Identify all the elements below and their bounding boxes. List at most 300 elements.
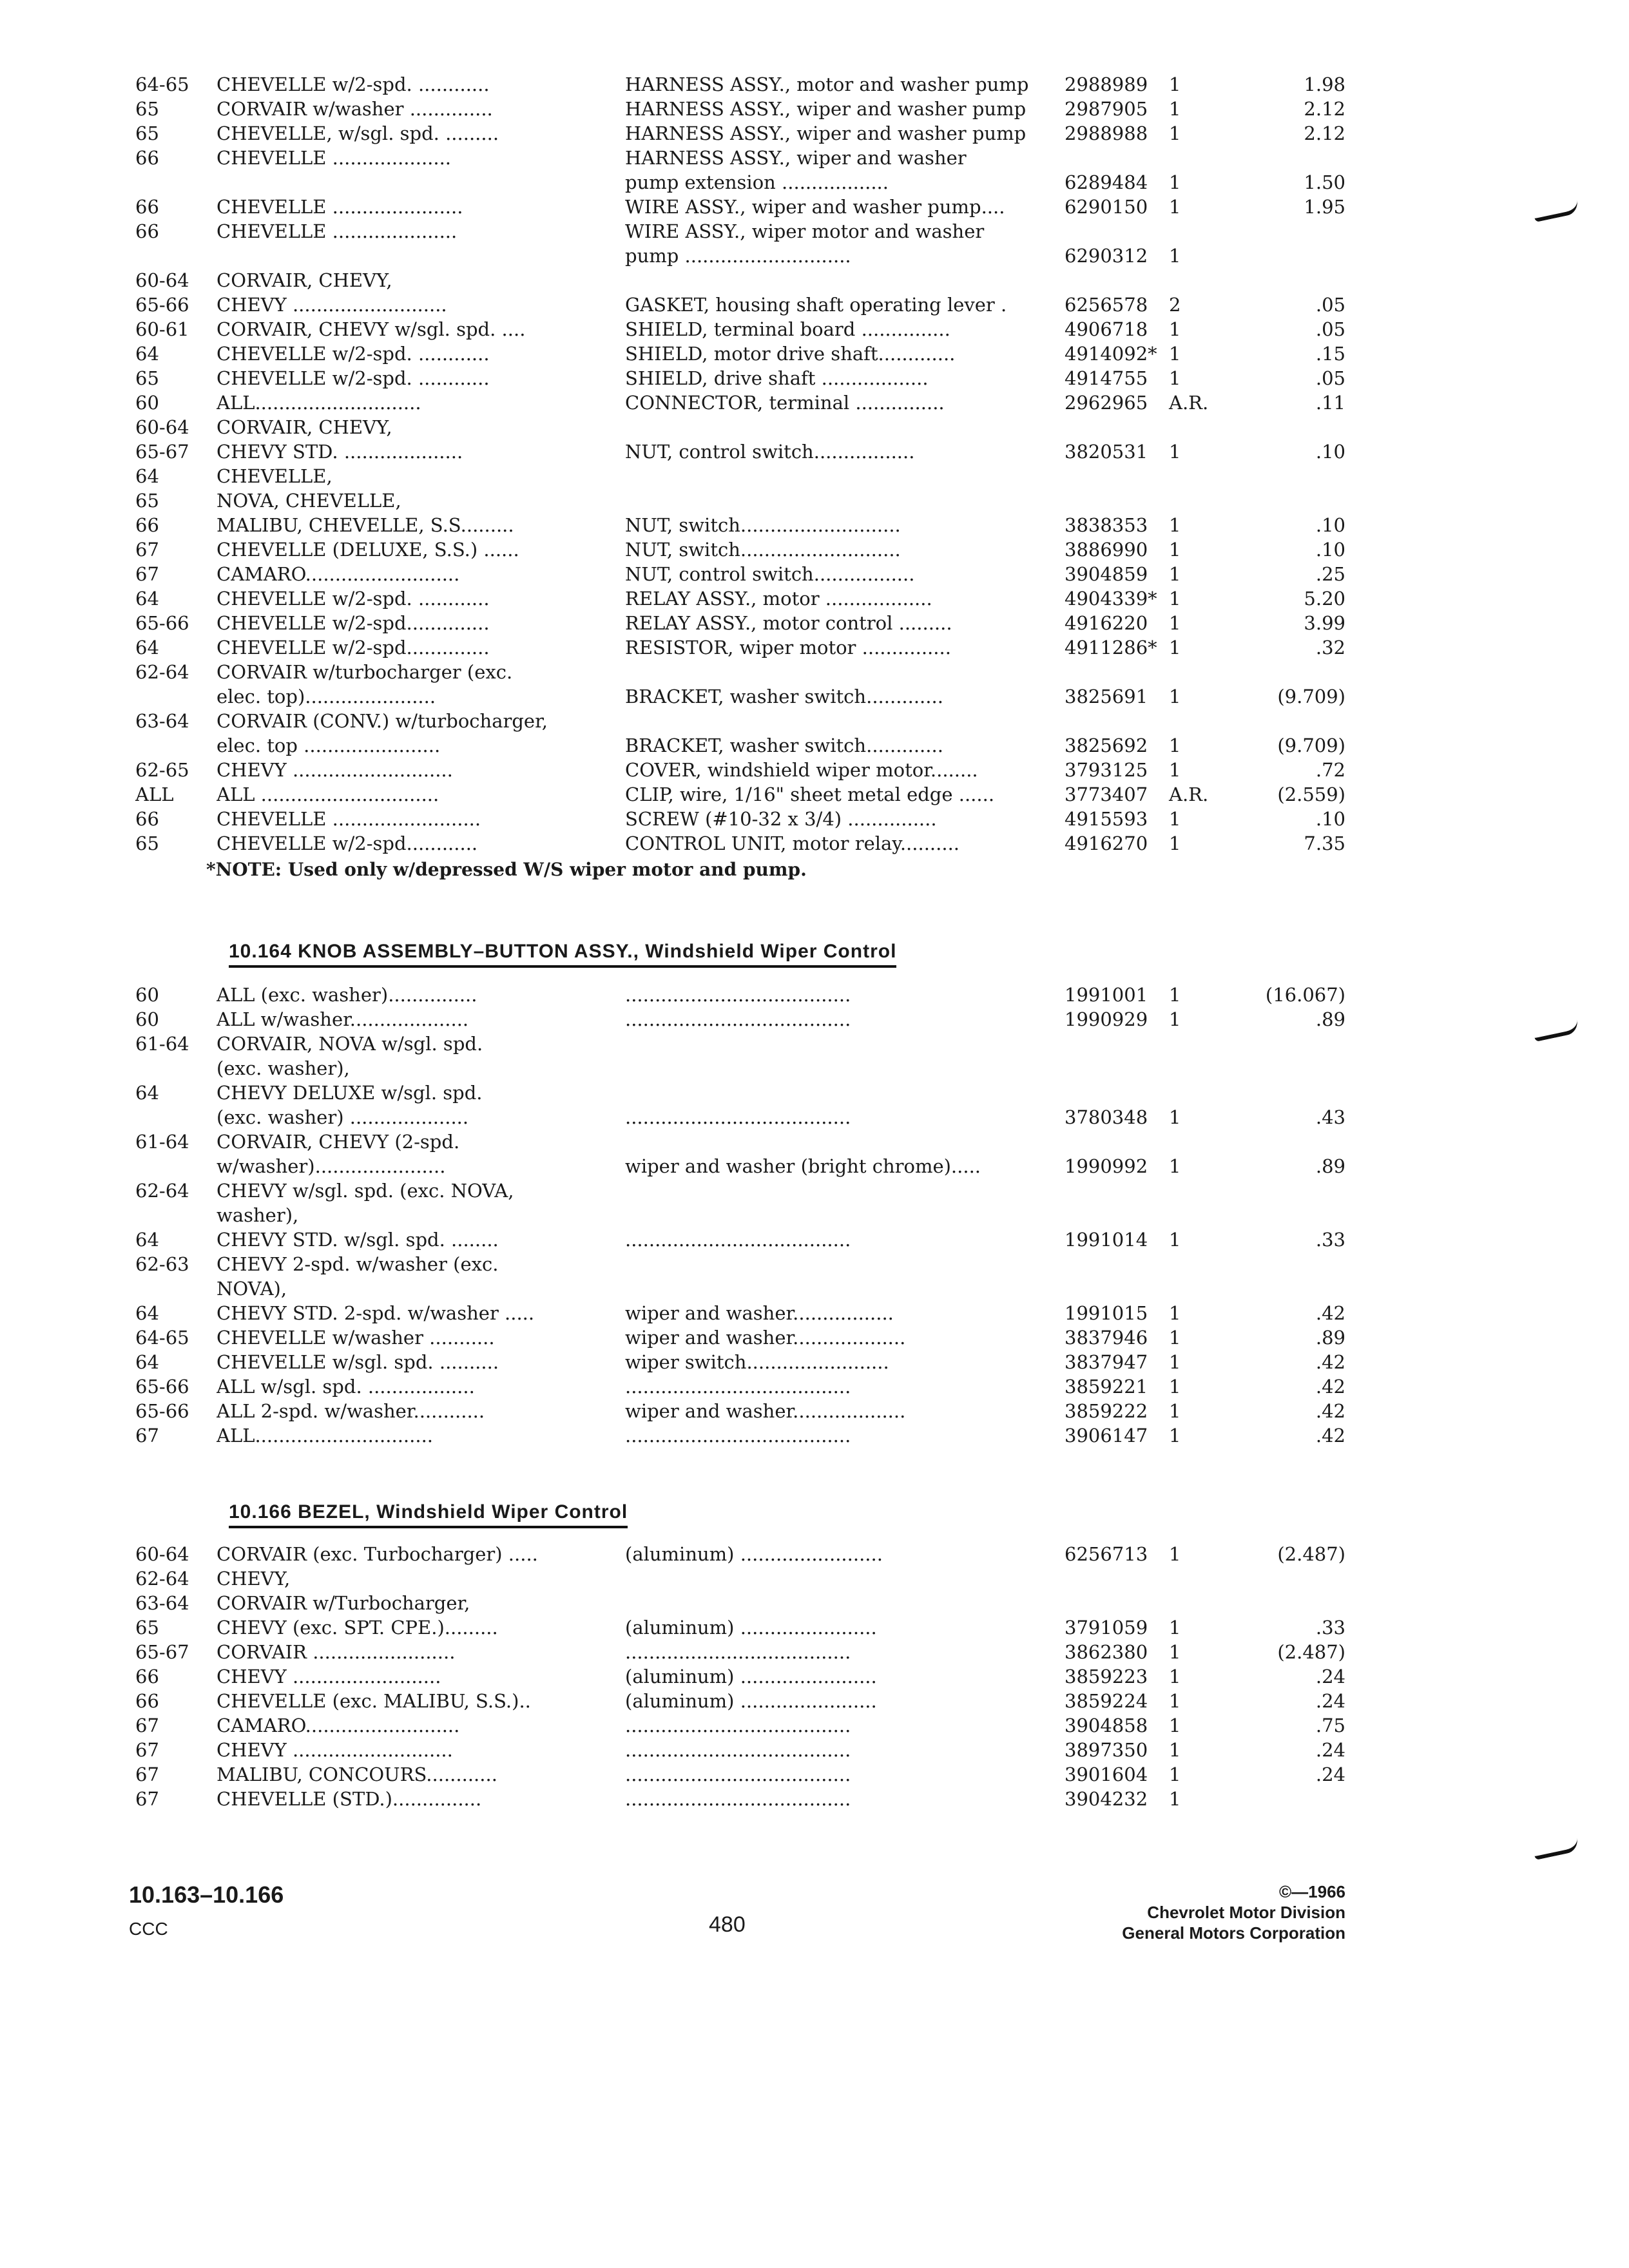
binder-mark [1533,1838,1580,1860]
year-cell: 66 [135,147,159,169]
price-cell: .42 [1315,1302,1345,1324]
price-cell: .05 [1315,318,1345,340]
description-cell: CLIP, wire, 1/16" sheet metal edge ...... [625,783,995,805]
section-title-10-166: 10.166 BEZEL, Windshield Wiper Control [229,1501,628,1528]
table-row [116,1056,1315,1081]
description-cell: ...................................... [625,1425,851,1446]
table-row [116,1664,1345,1689]
model-cell: ALL w/washer.................... [217,1008,469,1030]
model-cell: CHEVELLE w/2-spd.............. [217,612,490,634]
quantity-cell: 1 [1169,686,1181,707]
year-cell: 62-64 [135,1180,189,1202]
table-row [116,684,1345,709]
model-cell: CHEVY STD. w/sgl. spd. ........ [217,1229,499,1251]
part-number-cell: 2988988 [1065,122,1148,144]
model-cell: CHEVELLE w/2-spd. ............ [217,367,490,389]
price-cell: .05 [1315,367,1345,389]
description-cell: CONNECTOR, terminal ............... [625,392,945,414]
table-row [116,366,1345,390]
description-cell: (aluminum) ....................... [625,1666,877,1687]
quantity-cell: 1 [1169,1351,1181,1373]
price-cell: 2.12 [1304,98,1345,120]
description-cell: SHIELD, motor drive shaft............. [625,343,956,365]
year-cell: 64 [135,343,159,365]
part-number-cell: 1991014 [1065,1229,1148,1251]
quantity-cell: 1 [1169,1106,1181,1128]
table-row [116,1591,1315,1615]
table-row [116,170,1345,195]
price-cell: .24 [1315,1690,1345,1712]
table-row [116,831,1345,856]
price-cell: .24 [1315,1666,1345,1687]
model-cell: CHEVELLE (STD.)............... [217,1788,482,1810]
table-row [116,1399,1345,1423]
price-cell: .05 [1315,294,1345,316]
description-cell: NUT, control switch................. [625,441,915,463]
price-cell: .10 [1315,808,1345,830]
price-cell: .42 [1315,1351,1345,1373]
model-cell: CHEVELLE w/2-spd. ............ [217,73,490,95]
table-row [116,1566,1315,1591]
table-row [116,341,1345,366]
quantity-cell: 1 [1169,318,1181,340]
table-row [116,537,1345,562]
model-cell: CAMARO.......................... [217,1715,460,1736]
table-row [116,1325,1345,1350]
table-row [116,1203,1315,1227]
part-number-cell: 6256578 [1065,294,1148,316]
model-cell: CORVAIR w/Turbocharger, [217,1592,470,1614]
description-cell: COVER, windshield wiper motor........ [625,759,978,781]
model-cell: CAMARO.......................... [217,563,460,585]
part-number-cell: 3838353 [1065,514,1148,536]
year-cell: 61-64 [135,1033,189,1055]
table-row [116,1762,1345,1787]
part-number-cell: 3793125 [1065,759,1148,781]
year-cell: 64 [135,1351,159,1373]
footer-section-range: 10.163–10.166 [129,1881,284,1908]
price-cell: .15 [1315,343,1345,365]
year-cell: 60 [135,392,159,414]
description-cell: ...................................... [625,1008,851,1030]
quantity-cell: 2 [1169,294,1181,316]
price-cell: .11 [1315,392,1345,414]
description-cell: WIRE ASSY., wiper and washer pump.... [625,196,1005,218]
price-cell: .42 [1315,1425,1345,1446]
model-cell: ALL............................ [217,392,421,414]
corporation: General Motors Corporation [1122,1923,1345,1943]
quantity-cell: 1 [1169,1617,1181,1639]
model-cell: CHEVELLE, [217,465,333,487]
part-number-cell: 4911286* [1065,637,1157,658]
description-cell: NUT, switch........................... [625,539,901,561]
model-cell: CHEVY w/sgl. spd. (exc. NOVA, [217,1180,514,1202]
year-cell: 67 [135,539,159,561]
table-row [116,1276,1315,1301]
part-number-cell: 4916270 [1065,832,1148,854]
price-cell: .25 [1315,563,1345,585]
year-cell: 63-64 [135,710,189,732]
year-cell: 64-65 [135,73,189,95]
table-row [116,464,1315,488]
page-number: 480 [709,1912,746,1937]
description-cell: NUT, switch........................... [625,514,901,536]
year-cell: 64 [135,637,159,658]
year-cell: 65 [135,1617,159,1639]
model-cell: ALL.............................. [217,1425,434,1446]
year-cell: 64 [135,1229,159,1251]
table-row [116,146,1315,170]
quantity-cell: 1 [1169,637,1181,658]
parts-table-10-163 [116,72,1345,884]
description-cell: wiper and washer................. [625,1302,894,1324]
table-row [116,1178,1315,1203]
part-number-cell: 3859222 [1065,1400,1148,1422]
price-cell: .10 [1315,539,1345,561]
model-cell: (exc. washer) .................... [217,1106,469,1128]
description-cell: CONTROL UNIT, motor relay.......... [625,832,960,854]
quantity-cell: 1 [1169,171,1181,193]
quantity-cell: 1 [1169,343,1181,365]
model-cell: CORVAIR (CONV.) w/turbocharger, [217,710,548,732]
binder-mark [1533,200,1580,222]
part-number-cell: 4915593 [1065,808,1148,830]
table-row [116,611,1345,635]
model-cell: (exc. washer), [217,1057,350,1079]
year-cell: 67 [135,1715,159,1736]
parts-table-10-166 [116,1542,1345,1811]
table-row [116,1787,1315,1811]
year-cell: 61-64 [135,1131,189,1153]
division: Chevrolet Motor Division [1147,1903,1345,1922]
quantity-cell: 1 [1169,196,1181,218]
year-cell: 65-66 [135,1400,189,1422]
part-number-cell: 3825691 [1065,686,1148,707]
model-cell: CHEVELLE w/2-spd. ............ [217,588,490,610]
part-number-cell: 6256713 [1065,1543,1148,1565]
table-row [116,219,1315,244]
table-row [116,268,1315,293]
model-cell: CORVAIR ........................ [217,1641,456,1663]
table-row [116,1615,1345,1640]
quantity-cell: 1 [1169,1763,1181,1785]
year-cell: 60-61 [135,318,189,340]
description-cell: HARNESS ASSY., motor and washer pump [625,73,1029,95]
footnote: *NOTE: Used only w/depressed W/S wiper motor and pump. [206,859,807,880]
table-row [116,1154,1345,1178]
price-cell: .43 [1315,1106,1345,1128]
description-cell: wiper and washer................... [625,1400,906,1422]
table-row [116,733,1345,758]
table-row [116,1007,1345,1032]
description-cell: BRACKET, washer switch............. [625,735,943,756]
description-cell: SHIELD, drive shaft .................. [625,367,929,389]
model-cell: CHEVY .......................... [217,294,447,316]
part-number-cell: 6289484 [1065,171,1148,193]
model-cell: CHEVY STD. 2-spd. w/washer ..... [217,1302,535,1324]
model-cell: CORVAIR (exc. Turbocharger) ..... [217,1543,538,1565]
table-row [116,807,1345,831]
table-row [116,439,1345,464]
price-cell: .33 [1315,1617,1345,1639]
year-cell: 65-67 [135,1641,189,1663]
model-cell: CORVAIR, NOVA w/sgl. spd. [217,1033,483,1055]
description-cell: GASKET, housing shaft operating lever . [625,294,1007,316]
model-cell: CHEVELLE w/2-spd............ [217,832,478,854]
table-row [116,1374,1345,1399]
table-row [116,1252,1315,1276]
quantity-cell: 1 [1169,759,1181,781]
year-cell: 62-64 [135,1568,189,1590]
model-cell: elec. top ....................... [217,735,441,756]
parts-table-10-164 [116,983,1345,1448]
model-cell: CHEVY ........................... [217,759,453,781]
quantity-cell: 1 [1169,1690,1181,1712]
model-cell: CHEVELLE (exc. MALIBU, S.S.).. [217,1690,531,1712]
year-cell: 64 [135,1082,159,1104]
part-number-cell: 3859223 [1065,1666,1148,1687]
part-number-cell: 3886990 [1065,539,1148,561]
model-cell: MALIBU, CONCOURS............ [217,1763,497,1785]
model-cell: CHEVELLE w/2-spd.............. [217,637,490,658]
quantity-cell: A.R. [1169,783,1209,805]
table-row [116,562,1345,586]
table-row [116,635,1345,660]
model-cell: NOVA), [217,1278,287,1300]
year-cell: 66 [135,196,159,218]
year-cell: 65-66 [135,612,189,634]
description-cell: SCREW (#10-32 x 3/4) ............... [625,808,937,830]
price-cell: .32 [1315,637,1345,658]
table-row [116,1713,1345,1738]
table-row [116,488,1315,513]
table-row [116,1423,1345,1448]
quantity-cell: 1 [1169,1229,1181,1251]
model-cell: CORVAIR, CHEVY w/sgl. spd. .... [217,318,526,340]
price-cell: (2.487) [1277,1641,1345,1663]
model-cell: ALL (exc. washer)............... [217,984,477,1006]
model-cell: CHEVY STD. .................... [217,441,463,463]
year-cell: 67 [135,1739,159,1761]
table-row [116,660,1315,684]
table-row [116,72,1345,97]
description-cell: NUT, control switch................. [625,563,915,585]
part-number-cell: 3904859 [1065,563,1148,585]
quantity-cell: 1 [1169,1327,1181,1349]
year-cell: 62-63 [135,1253,189,1275]
part-number-cell: 4914092* [1065,343,1157,365]
description-cell: pump extension .................. [625,171,889,193]
price-cell: .10 [1315,514,1345,536]
table-row [116,709,1315,733]
year-cell: ALL [135,783,174,805]
table-row [116,1032,1315,1056]
model-cell: ALL w/sgl. spd. .................. [217,1376,475,1398]
quantity-cell: 1 [1169,1715,1181,1736]
year-cell: 66 [135,1666,159,1687]
quantity-cell: 1 [1169,1666,1181,1687]
model-cell: CHEVY, [217,1568,291,1590]
year-cell: 67 [135,1788,159,1810]
table-row [116,1640,1345,1664]
year-cell: 65 [135,490,159,512]
year-cell: 67 [135,563,159,585]
year-cell: 66 [135,808,159,830]
quantity-cell: A.R. [1169,392,1209,414]
quantity-cell: 1 [1169,122,1181,144]
part-number-cell: 3901604 [1065,1763,1148,1785]
model-cell: CHEVELLE w/sgl. spd. .......... [217,1351,499,1373]
model-cell: CHEVELLE w/2-spd. ............ [217,343,490,365]
quantity-cell: 1 [1169,1788,1181,1810]
quantity-cell: 1 [1169,1543,1181,1565]
quantity-cell: 1 [1169,1641,1181,1663]
model-cell: ALL .............................. [217,783,439,805]
quantity-cell: 1 [1169,1400,1181,1422]
table-row [116,1301,1345,1325]
year-cell: 63-64 [135,1592,189,1614]
table-row [116,1350,1345,1374]
model-cell: washer), [217,1204,299,1226]
description-cell: wiper switch........................ [625,1351,889,1373]
quantity-cell: 1 [1169,1008,1181,1030]
part-number-cell: 3906147 [1065,1425,1148,1446]
description-cell: HARNESS ASSY., wiper and washer [625,147,967,169]
part-number-cell: 4904339* [1065,588,1157,610]
table-row [116,121,1345,146]
part-number-cell: 3837947 [1065,1351,1148,1373]
table-row [116,1105,1345,1129]
description-cell: RELAY ASSY., motor control ......... [625,612,952,634]
part-number-cell: 4916220 [1065,612,1148,634]
price-cell: .89 [1315,1008,1345,1030]
quantity-cell: 1 [1169,1376,1181,1398]
year-cell: 65-66 [135,1376,189,1398]
part-number-cell: 1991015 [1065,1302,1148,1324]
model-cell: ALL 2-spd. w/washer............ [217,1400,485,1422]
quantity-cell: 1 [1169,984,1181,1006]
year-cell: 65-67 [135,441,189,463]
year-cell: 62-64 [135,661,189,683]
quantity-cell: 1 [1169,514,1181,536]
description-cell: WIRE ASSY., wiper motor and washer [625,220,985,242]
model-cell: CHEVY (exc. SPT. CPE.)......... [217,1617,498,1639]
table-row [116,758,1345,782]
year-cell: 66 [135,220,159,242]
price-cell: 5.20 [1304,588,1345,610]
price-cell: .42 [1315,1400,1345,1422]
description-cell: HARNESS ASSY., wiper and washer pump [625,98,1027,120]
model-cell: CHEVELLE ...................... [217,196,463,218]
table-row [116,1081,1315,1105]
part-number-cell: 3837946 [1065,1327,1148,1349]
description-cell: ...................................... [625,1715,851,1736]
price-cell: .24 [1315,1739,1345,1761]
table-row [116,1227,1345,1252]
part-number-cell: 3825692 [1065,735,1148,756]
description-cell: RELAY ASSY., motor .................. [625,588,932,610]
model-cell: CHEVELLE .................... [217,147,452,169]
description-cell: pump ............................ [625,245,851,267]
description-cell: ...................................... [625,1763,851,1785]
price-cell: 1.50 [1304,171,1345,193]
year-cell: 65 [135,367,159,389]
copyright: ©—1966 [1279,1882,1345,1901]
description-cell: (aluminum) ....................... [625,1690,877,1712]
description-cell: wiper and washer (bright chrome)..... [625,1155,981,1177]
table-row [116,415,1315,439]
year-cell: 60-64 [135,416,189,438]
price-cell: .24 [1315,1763,1345,1785]
year-cell: 64 [135,588,159,610]
quantity-cell: 1 [1169,98,1181,120]
price-cell: (2.487) [1277,1543,1345,1565]
table-row [116,195,1345,219]
model-cell: CORVAIR, CHEVY (2-spd. [217,1131,460,1153]
table-row [116,390,1345,415]
model-cell: CHEVY 2-spd. w/washer (exc. [217,1253,499,1275]
year-cell: 67 [135,1425,159,1446]
model-cell: CORVAIR, CHEVY, [217,416,392,438]
part-number-cell: 6290312 [1065,245,1148,267]
description-cell: wiper and washer................... [625,1327,906,1349]
quantity-cell: 1 [1169,612,1181,634]
description-cell: HARNESS ASSY., wiper and washer pump [625,122,1027,144]
year-cell: 62-65 [135,759,189,781]
price-cell: 3.99 [1304,612,1345,634]
model-cell: elec. top)...................... [217,686,436,707]
description-cell: ...................................... [625,1376,851,1398]
model-cell: CHEVY ........................... [217,1739,453,1761]
description-cell: ...................................... [625,1106,851,1128]
part-number-cell: 3904232 [1065,1788,1148,1810]
part-number-cell: 2988989 [1065,73,1148,95]
table-row [116,513,1345,537]
price-cell: .89 [1315,1327,1345,1349]
description-cell: ...................................... [625,1739,851,1761]
quantity-cell: 1 [1169,1302,1181,1324]
table-row [116,586,1345,611]
binder-mark [1533,1020,1580,1042]
year-cell: 60 [135,1008,159,1030]
part-number-cell: 3859224 [1065,1690,1148,1712]
price-cell: .42 [1315,1376,1345,1398]
quantity-cell: 1 [1169,563,1181,585]
model-cell: CHEVELLE w/washer ........... [217,1327,495,1349]
quantity-cell: 1 [1169,1739,1181,1761]
model-cell: CORVAIR w/turbocharger (exc. [217,661,513,683]
part-number-cell: 2962965 [1065,392,1148,414]
model-cell: CHEVY ......................... [217,1666,441,1687]
year-cell: 60-64 [135,269,189,291]
description-cell: ...................................... [625,1788,851,1810]
price-cell: .10 [1315,441,1345,463]
part-number-cell: 3859221 [1065,1376,1148,1398]
table-row [116,1542,1345,1566]
description-cell: ...................................... [625,984,851,1006]
year-cell: 65 [135,122,159,144]
year-cell: 60 [135,984,159,1006]
quantity-cell: 1 [1169,367,1181,389]
part-number-cell: 3780348 [1065,1106,1148,1128]
part-number-cell: 2987905 [1065,98,1148,120]
price-cell: .33 [1315,1229,1345,1251]
quantity-cell: 1 [1169,539,1181,561]
quantity-cell: 1 [1169,73,1181,95]
model-cell: NOVA, CHEVELLE, [217,490,401,512]
table-row [116,782,1345,807]
quantity-cell: 1 [1169,808,1181,830]
